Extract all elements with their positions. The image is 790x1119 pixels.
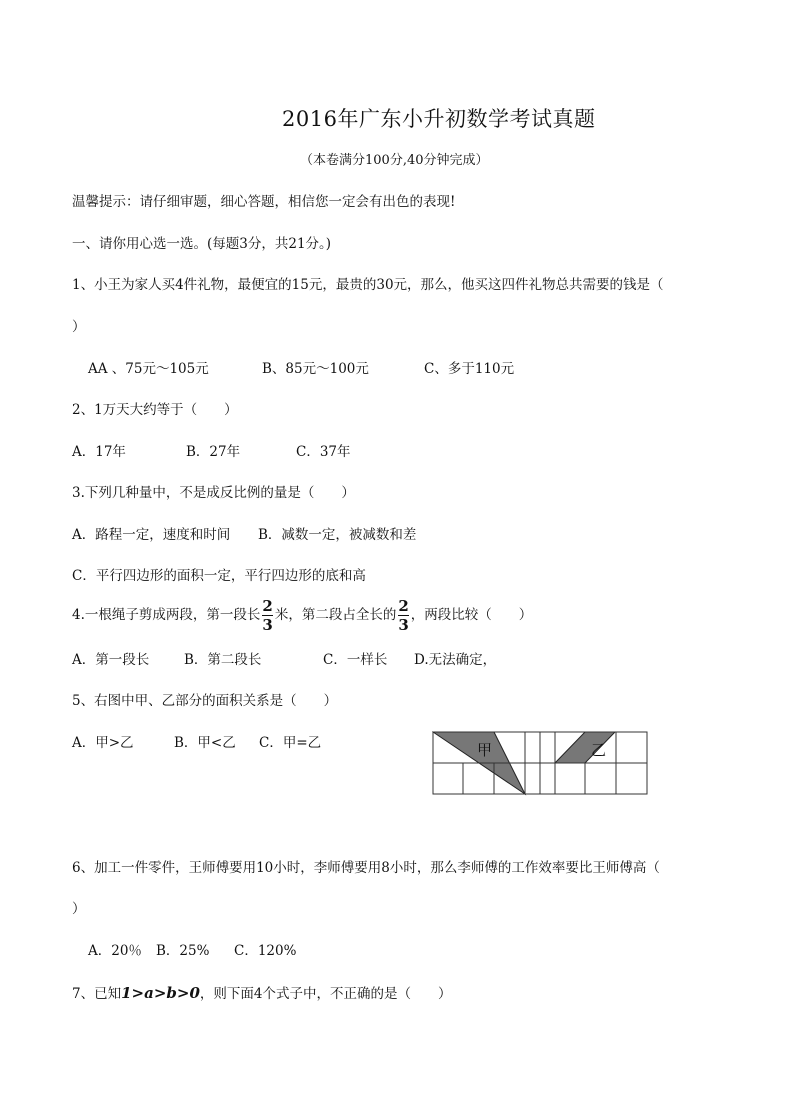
q4-text-1: 4.一根绳子剪成两段，第一段长: [72, 607, 261, 623]
fraction-denominator: 3: [398, 616, 409, 634]
q2-option-c: C．37年: [296, 444, 351, 460]
q3-option-a: A．路程一定，速度和时间: [72, 527, 231, 543]
question-2: 2、1万天大约等于（ ）: [72, 402, 238, 418]
q2-option-a: A．17年: [72, 444, 126, 460]
page-title: 2016年广东小升初数学考试真题: [282, 107, 596, 131]
question-1-cont: ）: [72, 319, 86, 335]
question-4: [72, 598, 532, 633]
q4-text-3: ，两段比较（ ）: [410, 607, 533, 623]
question-5: 5、右图中甲、乙部分的面积关系是（ ）: [72, 693, 338, 709]
grid-area-figure: [432, 731, 648, 797]
q7-text-1: 7、已知: [72, 986, 122, 1002]
question-7: [72, 984, 451, 1003]
q4-option-c: C．一样长: [323, 652, 388, 668]
q3-option-c: C．平行四边形的面积一定，平行四边形的底和高: [72, 568, 366, 584]
question-6-cont: ）: [72, 901, 86, 917]
question-1: 1、小王为家人买4件礼物，最便宜的15元，最贵的30元，那么，他买这四件礼物总共需要的钱是（: [72, 277, 664, 293]
q1-option-b: B、85元～100元: [262, 361, 369, 377]
q1-option-a: AA 、75元～105元: [88, 361, 209, 377]
section-heading: 一、请你用心选一选。(每题3分，共21分。): [72, 236, 332, 252]
question-3: 3.下列几种量中，不是成反比例的量是（ ）: [72, 485, 355, 501]
q4-text-2: 米，第二段占全长的: [274, 607, 397, 623]
q5-option-b: B．甲<乙: [174, 735, 236, 751]
q6-option-b: B．25%: [156, 943, 210, 959]
q2-option-b: B．27年: [186, 444, 241, 460]
q4-option-a: A．第一段长: [72, 652, 150, 668]
q6-option-a: A．20％: [88, 943, 142, 959]
label-yi: 乙: [591, 741, 607, 759]
fraction-two-thirds: [262, 598, 272, 633]
fraction-two-thirds: [398, 598, 408, 633]
inequality-expression: 1>a>b>0: [121, 984, 200, 1002]
q5-option-c: C．甲=乙: [259, 735, 322, 751]
q6-option-c: C．120%: [234, 943, 297, 959]
exam-subtitle: （本卷满分100分,40分钟完成）: [300, 153, 489, 168]
q5-option-a: A．甲>乙: [72, 735, 134, 751]
q4-option-d: D.无法确定，: [414, 652, 497, 668]
question-6: 6、加工一件零件，王师傅要用10小时，李师傅要用8小时，那么李师傅的工作效率要比王师傅高（: [72, 860, 660, 876]
tip-text: 温馨提示：请仔细审题，细心答题，相信您一定会有出色的表现!: [72, 194, 456, 210]
label-jia: 甲: [477, 741, 493, 759]
q3-option-b: B．减数一定，被减数和差: [258, 527, 417, 543]
fraction-numerator: 2: [262, 597, 273, 615]
fraction-denominator: 3: [262, 616, 273, 634]
q4-option-b: B．第二段长: [184, 652, 262, 668]
fraction-numerator: 2: [398, 597, 409, 615]
q1-option-c: C、多于110元: [424, 361, 515, 377]
q7-text-2: ，则下面4个式子中，不正确的是（ ）: [199, 986, 452, 1002]
